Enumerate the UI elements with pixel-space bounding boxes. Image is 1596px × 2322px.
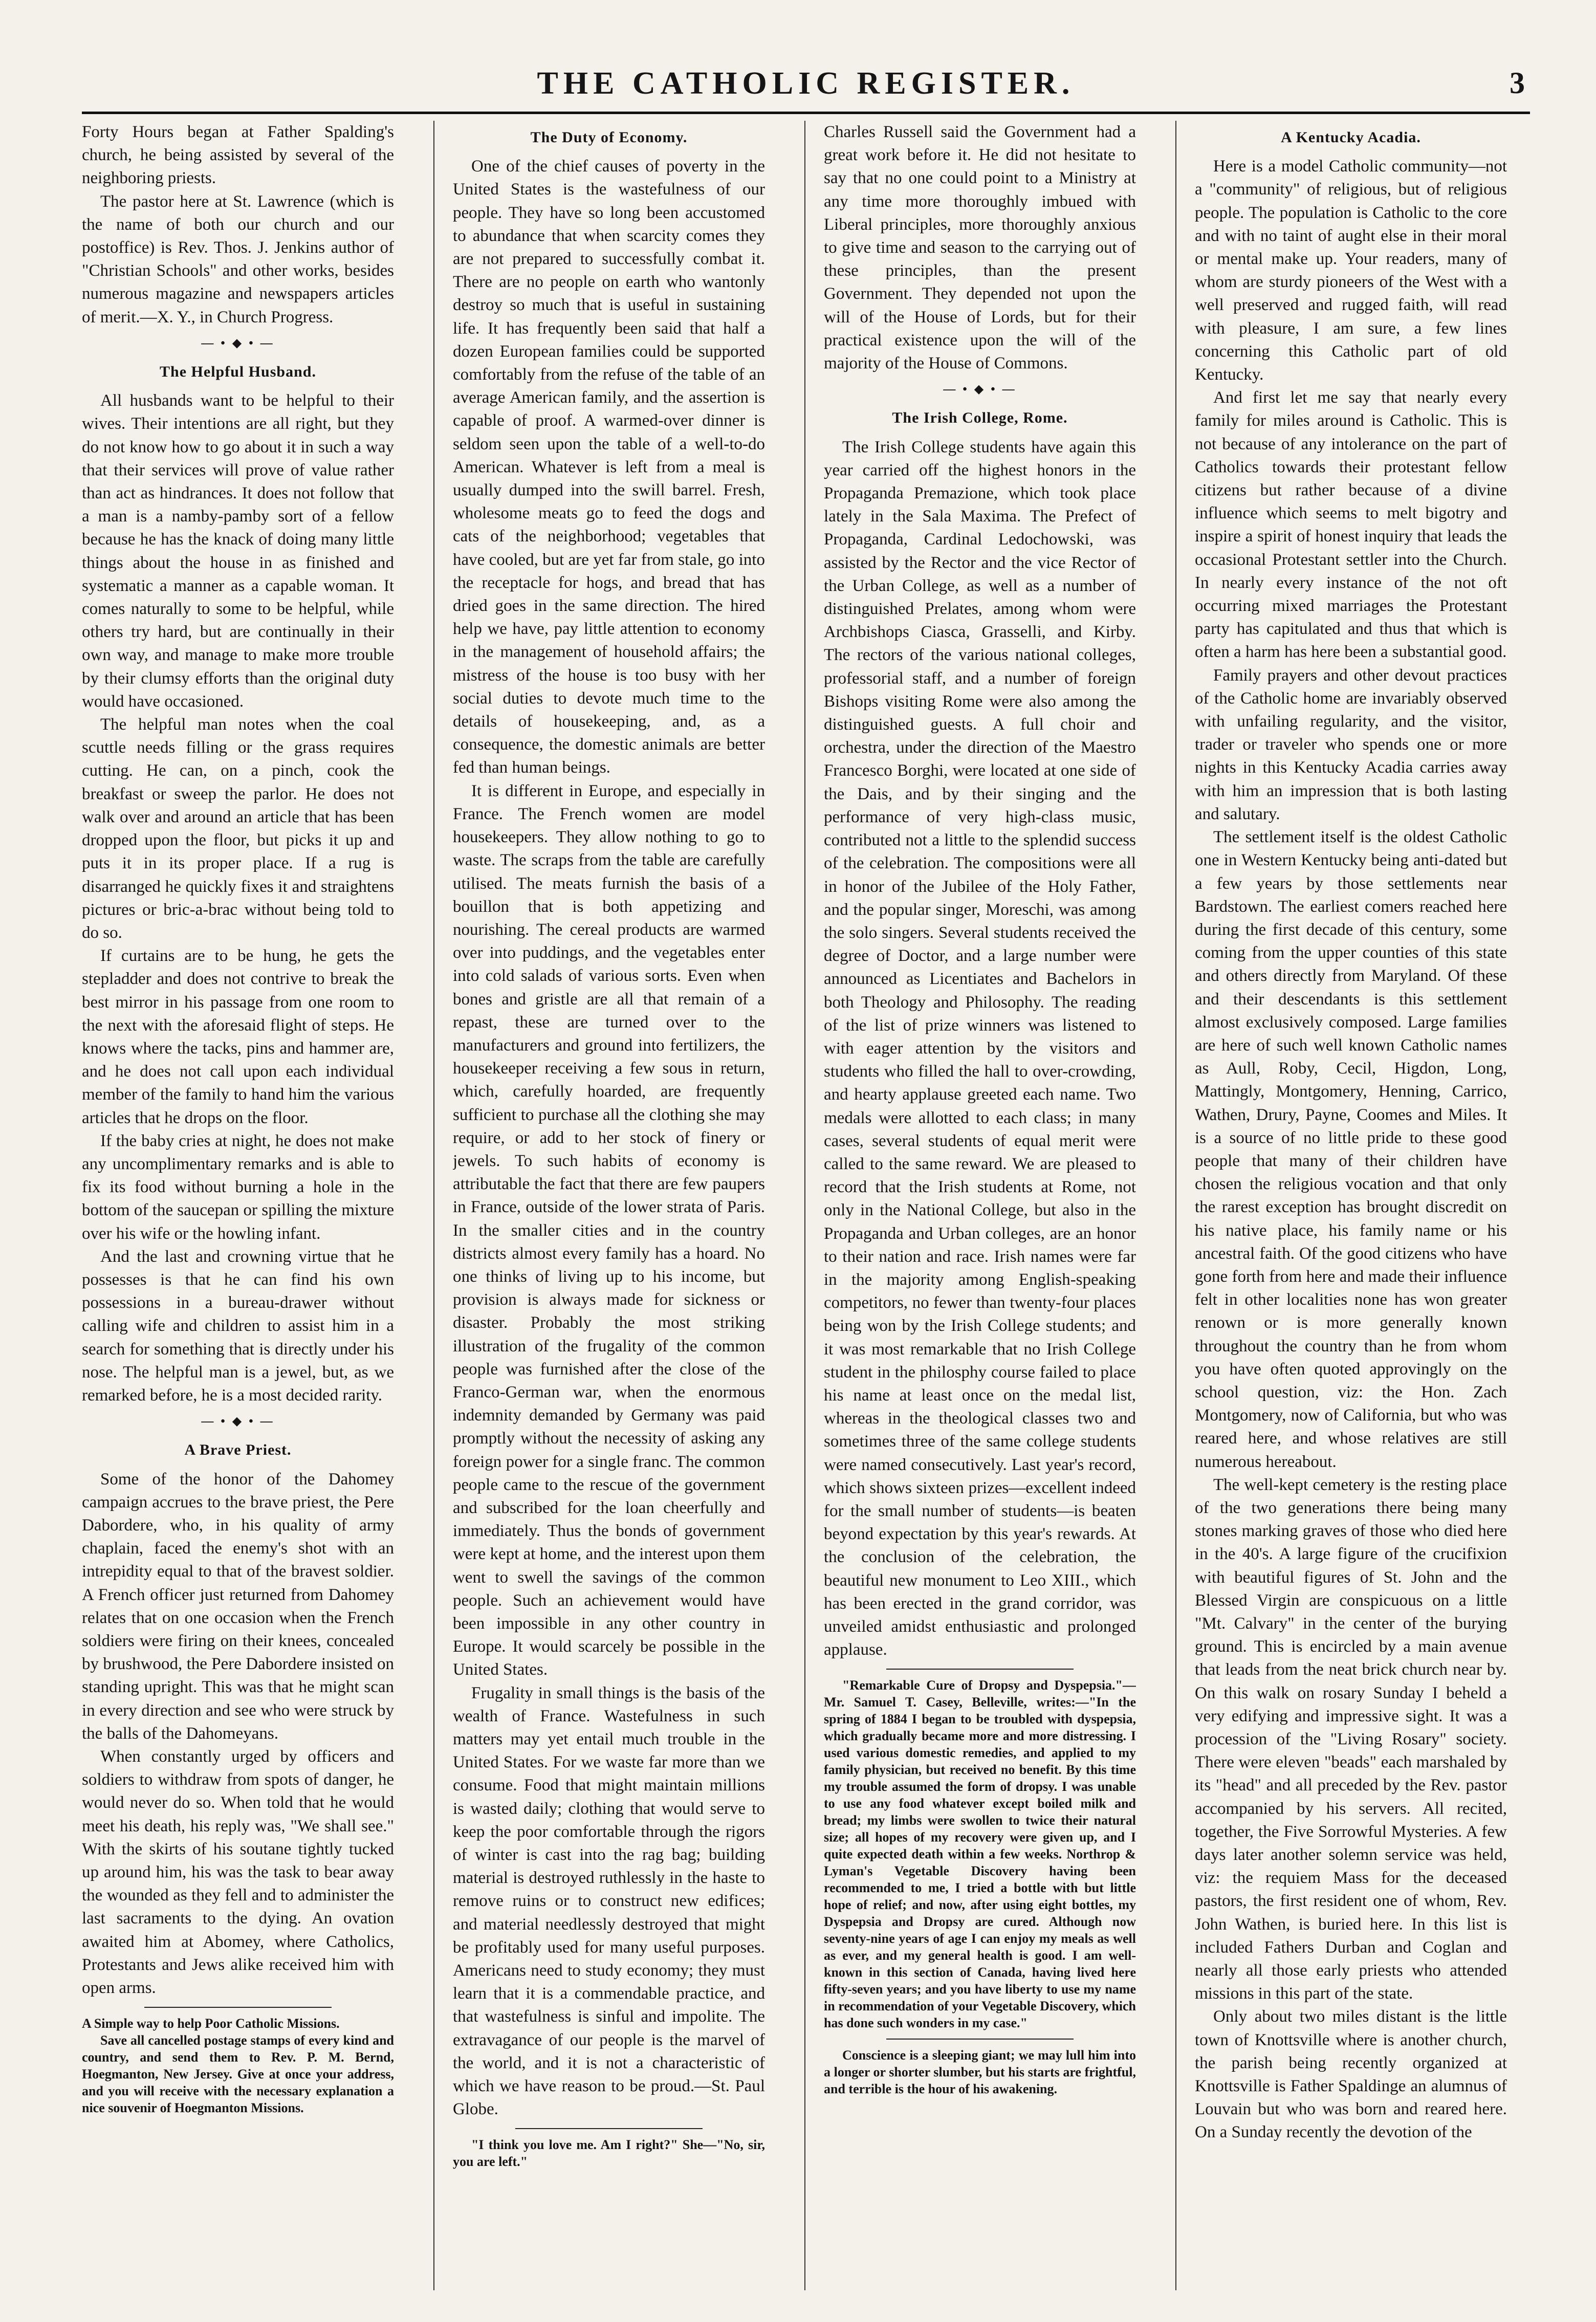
article-paragraph: The settlement itself is the oldest Catholic one in Western Kentucky being anti-dated but a few years by those settlements near Bardstown. The earliest comers reached here during the first decade of this century, some coming from the upper counties of this state and others directly from Maryland. Of these and their descendants is this settlement almost exclusively composed. Large families are here of such well known Catholic names as Aull, Roby, Cecil, Higdon, Long, Mattingly, Montgomery, Henning, Carrico, Wathen, Drury, Payne, Coomes and Miles. It is a source of no little pride to these good people that many of their children have chosen the religious vocation and that only the rarest exception has brought discredit on his native place, his family name or his ancestral faith. Of the good citizens who have gone forth from here and made their influence felt in other localities none has won greater renown or is more generally known throughout the country than he from whom you have often quoted approvingly on the school question, viz: the Hon. Zach Montgomery, now of California, but who was reared here, and whose relatives are still numerous hereabout. — [1195, 828, 1507, 1471]
article-paragraph: And first let me say that nearly every family for miles around is Catholic. This is not because of any intolerance on the part of Catholics towards their protestant fellow citizens but rather because of a divine influence which seems to melt bigotry and inspire a spirit of honest inquiry that leads the occasional Protestant settler into the Church. In nearly every instance of the not oft occurring mixed marriages the Protestant party has capitulated and thus that which is often a harm has here been a substantial good. — [1195, 388, 1507, 662]
article-paragraph: And the last and crowning virtue that he possesses is that he can find his own possessions in a bureau-drawer without calling wife and children to assist him in a search for something that is directly under his nose. The helpful man is a jewel, but, as we remarked before, he is a most decided rarity. — [82, 1247, 394, 1405]
article-paragraph: It is different in Europe, and especially in France. The French women are model housekeepers. They allow nothing to go to waste. The scraps from the table are carefully utilised. The meats furnish the basis of a bouillon that is both appetizing and nourishing. The cereal products are warmed over into puddings, and the vegetables enter into cold salads of various sorts. Even when bones and gristle are all that remain of a repast, these are turned over to the manufacturers and ground into fertilizers, the housekeeper receiving a few sous in return, which, carefully hoarded, are frequently sufficient to purchase all the clothing she may require, or add to her stock of finery or jewels. To such habits of economy is attributable the fact that there are few paupers in France, outside of the lower strata of Paris. In the smaller cities and in the country districts almost every family has a hoard. No one thinks of living up to his income, but provision is always made for sickness or disaster. Probably the most striking illustration of the frugality of the common people was furnished after the close of the Franco-German war, when the enormous indemnity demanded by Germany was paid promptly without the necessity of asking any foreign power for a single franc. The common people came to the rescue of the government and subscribed for the loan cheerfully and immediately. Thus the bonds of government were kept at home, and the interest upon them went to swell the savings of the common people. Such an achievement would have been impossible in any other country in Europe. It would scarcely be possible in the United States. — [453, 781, 765, 1679]
article-paragraph: The helpful man notes when the coal scuttle needs filling or the grass requires cutting. He can, on a pinch, cook the breakfast or sweep the parlor. He does not walk over and around an article that has been dropped upon the floor, but picks it up and puts it in its proper place. If a rug is disarranged he quickly fixes it and straightens pictures or bric-a-brac without being told to do so. — [82, 715, 394, 942]
article-paragraph: Forty Hours began at Father Spalding's church, he being assisted by several of the neighboring priests. — [82, 123, 394, 188]
article-paragraph: Family prayers and other devout practices of the Catholic home are invariably observed with unfailing regularity, and the visitor, trader or traveler who spends one or more nights in this Kentucky Acadia carries away with him an impression that is both lasting and salutary. — [1195, 666, 1507, 823]
column-divider — [433, 121, 434, 2290]
column-1 — [82, 121, 394, 2290]
newspaper-title: THE CATHOLIC REGISTER. — [537, 66, 1075, 101]
section-separator — [82, 332, 394, 355]
article-paragraph: Charles Russell said the Government had a great work before it. He did not hesitate to say that no one could point to a Ministry at any time more thoroughly imbued with Liberal principles, more thoroughly anxious to give time and season to the carrying out of these principles, than the present Government. They depended not upon the will of the House of Lords, but for their practical existence upon the will of the majority of the House of Commons. — [824, 123, 1136, 373]
article-paragraph: All husbands want to be helpful to their wives. Their intentions are all right, but they do not know how to go about it in such a way that their services will prove of value rather than act as hindrances. It does not follow that a man is a namby-pamby sort of a fellow because he has the knack of doing many little things about the house in as finished and systematic a manner as a capable woman. It comes naturally to some to be helpful, while others try hard, but are continually in their own way, and manage to make more trouble by their clumsy efforts than the original duty would have occasioned. — [82, 391, 394, 711]
masthead — [82, 61, 1530, 118]
column-divider — [1175, 121, 1176, 2290]
masthead-rule — [82, 112, 1530, 114]
article-heading: A Kentucky Acadia. — [1281, 129, 1421, 146]
page-number: 3 — [1510, 66, 1525, 100]
article-paragraph: Frugality in small things is the basis of the wealth of France. Wastefulness in such matters may yet entail much trouble in the United States. For we waste far more than we consume. Food that might maintain millions is wasted daily; clothing that would serve to keep the poor comfortable through the rigors of winter is cast into the rag bag; building material is destroyed ruthlessly in the haste to remove ruins or to construct new edifices; and material needlessly destroyed that might be profitably used for many useful purposes. Americans need to study economy; they must learn that it is a commendable practice, and that wastefulness is sinful and impolite. The extravagance of our people is the marvel of the world, and it is not a characteristic of which we have reason to be proud.—St. Paul Globe. — [453, 1683, 765, 2119]
column-3 — [824, 121, 1136, 2290]
column-divider — [804, 121, 805, 2290]
section-separator — [82, 1410, 394, 1433]
article-paragraph: The pastor here at St. Lawrence (which is the name of both our church and our postoffice) is Rev. Thos. J. Jenkins author of "Christian Schools" and other works, besides numerous magazine and newspapers articles of merit.—X. Y., in Church Progress. — [82, 192, 394, 326]
article-paragraph: If curtains are to be hung, he gets the stepladder and does not contrive to break the best mirror in his passage from one room to the next with the aforesaid flight of steps. He knows where the tacks, pins and hammer are, and he does not call upon each individual member of the family to hand him the various articles that he drops on the floor. — [82, 947, 394, 1127]
maxim-text: Conscience is a sleeping giant; we may lull him into a longer or shorter slumber, but his starts are frightful, and terrible is the hour of his awakening. — [824, 2048, 1136, 2097]
article-heading: A Brave Priest. — [184, 1441, 292, 1459]
article-heading: The Helpful Husband. — [160, 363, 316, 381]
notice-text: Save all cancelled postage stamps of every kind and country, and send them to Rev. P. M. Bernd, Hoegmanton, New Jersey. Give at once your address, and you will receive with the necessary explanation a nice souvenir of Hoegmanton Missions. — [82, 2033, 394, 2116]
section-separator — [824, 378, 1136, 401]
section-rule — [515, 2128, 703, 2129]
article-heading: The Duty of Economy. — [530, 129, 688, 146]
article-paragraph: Only about two miles distant is the little town of Knottsville where is another church, the parish being recently organized at Knottsville is Father Spaldinge an alumnus of Louvain but who was born and reared here. On a Sunday recently the devotion of the — [1195, 2007, 1507, 2142]
section-rule — [886, 2039, 1074, 2040]
article-paragraph: If the baby cries at night, he does not make any uncomplimentary remarks and is able to fix its food without burning a hole in the bottom of the saucepan or spilling the mixture over his wife or the howling infant. — [82, 1131, 394, 1243]
section-rule — [144, 2007, 332, 2008]
article-paragraph: Some of the honor of the Dahomey campaign accrues to the brave priest, the Pere Dabordere, who, in his quality of army chaplain, faced the enemy's shot with an intrepidity equal to that of the bravest soldier. A French officer just returned from Dahomey relates that on one occasion when the French soldiers were firing on their knees, concealed by brushwood, the Pere Dabordere insisted on standing upright. This was that he might scan in every direction and see who were struck by the balls of the Dahomeyans. — [82, 1470, 394, 1743]
article-paragraph: The Irish College students have again this year carried off the highest honors in the Propaganda Premazione, which took place lately in the Sala Maxima. The Prefect of Propaganda, Cardinal Ledochowski, was assisted by the Rector and the vice Rector of the Urban College, as well as a number of distinguished Prelates, among whom were Archbishops Ciasca, Grasselli, and Kirby. The rectors of the various national colleges, professorial staff, and a number of foreign Bishops visiting Rome were also among the distinguished guests. A full choir and orchestra, under the direction of the Maestro Francesco Borghi, were located at one side of the Dais, and by their singing and the performance of very high-class music, contributed not a little to the splendid success of the celebration. The compositions were all in honor of the Jubilee of the Holy Father, and the popular singer, Moreschi, was among the solo singers. Several students received the degree of Doctor, and a large number were announced as Licentiates and Bachelors in both Theology and Philosophy. The reading of the list of prize winners was listened to with eager attention by the visitors and students who filled the hall to over-crowding, and hearty applause greeted each name. Two medals were allotted to each class; in many cases, several students of equal merit were called to the same reward. We are pleased to record that the Irish students at Rome, not only in the National College, but also in the Propaganda and Urban colleges, are an honor to their nation and race. Irish names were far in the majority among English-speaking competitors, no fewer than twenty-four places being won by the Irish College students; and it was most remarkable that no Irish College student in the philosphy course failed to place his name at least once on the medal list, whereas in the theological classes two and sometimes three of the same college students were named consecutively. Last year's record, which shows sixteen prizes—excellent indeed for the small number of students—is beaten beyond expectation by this year's rewards. At the conclusion of the celebration, the beautiful new monument to Leo XIII., which has been erected in the grand corridor, was unveiled amidst enthusiastic and prolonged applause. — [824, 437, 1136, 1659]
column-2 — [453, 121, 765, 2290]
joke-text: "I think you love me. Am I right?" She—"No, sir, you are left." — [453, 2137, 765, 2170]
notice-heading: A Simple way to help Poor Catholic Missions. — [82, 2016, 340, 2031]
article-heading: The Irish College, Rome. — [892, 409, 1068, 427]
article-paragraph: Here is a model Catholic community—not a "community" of religious, but of religious people. The population is Catholic to the core and with no taint of aught else in their moral or mental make up. Your readers, many of whom are sturdy pioneers of the West with a well preserved and rugged faith, will read with pleasure, I am sure, a few lines concerning this Catholic part of old Kentucky. — [1195, 157, 1507, 384]
section-rule — [886, 1669, 1074, 1670]
article-paragraph: The well-kept cemetery is the resting place of the two generations there being many stones marking graves of those who died here in the 40's. A large figure of the crucifixion with beautiful figures of St. John and the Blessed Virgin are conspicuous on a little "Mt. Calvary" in the center of the burying ground. This is encircled by a main avenue that leads from the neat brick church near by. On this walk on rosary Sunday I beheld a very edifying and impressive sight. It was a procession of the "Living Rosary" society. There were eleven "beads" each marshaled by its "head" and all preceded by the Rev. pastor accompanied by his servers. All recited, together, the Five Sorrowful Mysteries. A few days later another solemn service was held, viz: the requiem Mass for the deceased pastors, the first resident one of whom, Rev. John Wathen, is buried here. In this list is included Fathers Durban and Coglan and nearly all those early priests who attended missions in this part of the state. — [1195, 1475, 1507, 2003]
article-paragraph: When constantly urged by officers and soldiers to withdraw from spots of danger, he would never do so. When told that he would meet his death, his reply was, "We shall see." With the skirts of his soutane tightly tucked up around him, his was the task to bear away the wounded as they fell and to administer the last sacraments to the dying. An ovation awaited him at Abomey, where Catholics, Protestants and Jews alike received him with open arms. — [82, 1747, 394, 1998]
article-paragraph: One of the chief causes of poverty in the United States is the wastefulness of our people. They have so long been accustomed to abundance that when scarcity comes they are not prepared to successfully combat it. There are no people on earth who wantonly destroy so much that is useful in sustaining life. It has frequently been said that half a dozen European families could be supported comfortably from the refuse of the table of an average American family, and the assertion is capable of proof. A warmed-over dinner is seldom seen upon the table of a well-to-do American. Whatever is left from a meal is usually dumped into the swill barrel. Fresh, wholesome meats go to feed the dogs and cats of the neighborhood; vegetables that have cooled, but are yet far from stale, go into the receptacle for hogs, and bread that has dried goes in the same direction. The hired help we have, pay little attention to economy in the management of household affairs; the mistress of the house is too busy with her social duties to devote much time to the details of housekeeping, and, as a consequence, the domestic animals are better fed than human beings. — [453, 157, 765, 777]
advertisement-text: "Remarkable Cure of Dropsy and Dyspepsia."—Mr. Samuel T. Casey, Belleville, writes:—"In the spring of 1884 I began to be troubled with dyspepsia, which gradually became more and more distressing. I used various domestic remedies, and applied to my family physician, but received no benefit. By this time my trouble assumed the form of dropsy. I was unable to use any food whatever except boiled milk and bread; my limbs were swollen to twice their natural size; all hopes of my recovery were given up, and I quite expected death within a few weeks. Northrop & Lyman's Vegetable Discovery having been recommended to me, I tried a bottle with but little hope of relief; and now, after using eight bottles, my Dyspepsia and Dropsy are cured. Although now seventy-nine years of age I can enjoy my meals as well as ever, and my general health is good. I am well-known in this section of Canada, having lived here fifty-seven years; and you have liberty to use my name in recommendation of your Vegetable Discovery, which has done such wonders in my case." — [824, 1678, 1136, 2031]
column-4 — [1195, 121, 1507, 2290]
